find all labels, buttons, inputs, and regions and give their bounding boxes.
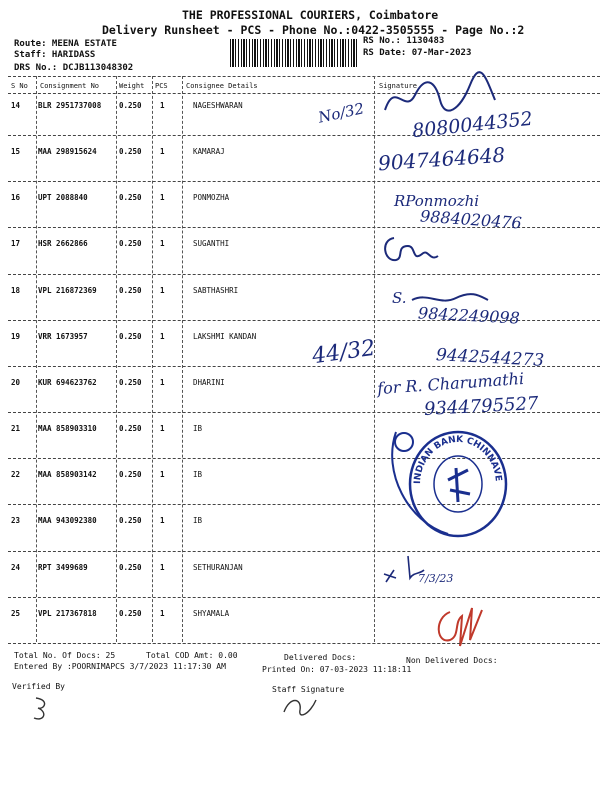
row-weight: 0.250 (119, 424, 142, 433)
row-sno: 18 (11, 286, 21, 295)
barcode (230, 39, 358, 67)
verified-by-label: Verified By (12, 682, 65, 691)
row-sno: 21 (11, 424, 21, 433)
row-weight: 0.250 (119, 332, 142, 341)
handwritten-phone: 9442544273 (435, 345, 545, 371)
row-separator (8, 458, 600, 459)
drs-number: DRS No.: DCJB113048302 (14, 63, 134, 73)
row-sno: 25 (11, 609, 21, 618)
handwritten-note: No/32 (316, 99, 366, 127)
company-title: THE PROFESSIONAL COURIERS, Coimbatore (182, 8, 439, 22)
signature-scribble (280, 692, 320, 722)
col-header-pcs: PCS (155, 82, 168, 90)
row-weight: 0.250 (119, 516, 142, 525)
row-consignment-no: RPT 3499689 (38, 563, 88, 572)
handwritten-name: RPonmozhi (394, 192, 480, 210)
row-sno: 20 (11, 378, 21, 387)
row-consignee: IB (193, 424, 203, 433)
row-consignee: SHYAMALA (193, 609, 230, 618)
row-consignee: SABTHASHRI (193, 286, 239, 295)
row-sno: 15 (11, 147, 21, 156)
row-separator (8, 135, 600, 136)
staff-signature-label: Staff Signature (272, 685, 345, 694)
column-divider (36, 76, 37, 642)
row-sno: 23 (11, 516, 21, 525)
row-consignee: IB (193, 516, 203, 525)
staff-label: Staff: HARIDASS (14, 50, 96, 60)
row-pcs: 1 (160, 470, 165, 479)
handwritten-phone: 9884020476 (419, 206, 523, 233)
row-consignment-no: MAA 298915624 (38, 147, 97, 156)
signature-scribble (382, 232, 442, 268)
handwritten-phone: 9842249098 (417, 303, 521, 328)
row-sno: 19 (11, 332, 21, 341)
row-pcs: 1 (160, 424, 165, 433)
row-consignment-no: MAA 858903310 (38, 424, 97, 433)
row-consignee: IB (193, 470, 203, 479)
row-pcs: 1 (160, 193, 165, 202)
row-consignment-no: BLR 2951737008 (38, 101, 102, 110)
row-consignment-no: MAA 858903142 (38, 470, 97, 479)
col-header-consignee: Consignee Details (186, 82, 258, 90)
row-pcs: 1 (160, 239, 165, 248)
row-pcs: 1 (160, 147, 165, 156)
handwritten-name: S. (392, 289, 407, 307)
col-header-signature: Signature (379, 82, 417, 90)
handwritten-date: 7/3/23 (418, 572, 454, 585)
row-consignee: SETHURANJAN (193, 563, 243, 572)
row-consignee: SUGANTHI (193, 239, 230, 248)
handwritten-phone: 9344795527 (423, 393, 540, 420)
row-separator (8, 504, 600, 505)
row-pcs: 1 (160, 378, 165, 387)
handwritten-phone: 9047464648 (377, 142, 506, 176)
column-divider (182, 76, 183, 642)
row-consignment-no: VPL 217367818 (38, 609, 97, 618)
row-sno: 16 (11, 193, 21, 202)
row-weight: 0.250 (119, 147, 142, 156)
stamp-text: INDIAN BANK CHINNAVEDAMPATTI (373, 415, 503, 485)
table-top-rule (8, 76, 600, 77)
row-consignment-no: KUR 694623762 (38, 378, 97, 387)
table-header-rule (8, 93, 600, 94)
col-header-consignment: Consignment No (40, 82, 100, 90)
row-pcs: 1 (160, 101, 165, 110)
row-pcs: 1 (160, 563, 165, 572)
row-pcs: 1 (160, 516, 165, 525)
row-sno: 24 (11, 563, 21, 572)
row-weight: 0.250 (119, 101, 142, 110)
row-consignee: NAGESHWARAN (193, 101, 243, 110)
row-consignee: DHARINI (193, 378, 225, 387)
total-docs: Total No. Of Docs: 25 (14, 651, 116, 660)
rs-date: RS Date: 07-Mar-2023 (363, 48, 472, 58)
column-divider (116, 76, 117, 642)
row-sno: 14 (11, 101, 21, 110)
row-weight: 0.250 (119, 378, 142, 387)
bank-stamp (373, 415, 508, 542)
row-separator (8, 181, 600, 182)
row-consignment-no: HSR 2662866 (38, 239, 88, 248)
row-consignee: KAMARAJ (193, 147, 225, 156)
row-consignment-no: MAA 943092380 (38, 516, 97, 525)
handwritten-note: 44/32 (310, 335, 377, 370)
row-weight: 0.250 (119, 239, 142, 248)
row-weight: 0.250 (119, 563, 142, 572)
handwritten-name: for R. Charumathi (376, 368, 525, 399)
row-separator (8, 551, 600, 552)
runsheet-subtitle: Delivery Runsheet - PCS - Phone No.:0422-3505555 - Page No.:2 (102, 23, 525, 37)
row-weight: 0.250 (119, 193, 142, 202)
col-header-sno: S No (11, 82, 28, 90)
rs-number: RS No.: 1130483 (363, 36, 445, 46)
non-delivered-docs: Non Delivered Docs: (406, 656, 498, 665)
row-consignment-no: VPL 216872369 (38, 286, 97, 295)
footer-rule (8, 643, 600, 644)
route-label: Route: MEENA ESTATE (14, 39, 117, 49)
row-weight: 0.250 (119, 470, 142, 479)
row-weight: 0.250 (119, 286, 142, 295)
handwritten-phone: 8080044352 (411, 107, 534, 143)
row-sno: 22 (11, 470, 21, 479)
row-sno: 17 (11, 239, 21, 248)
row-pcs: 1 (160, 286, 165, 295)
row-pcs: 1 (160, 332, 165, 341)
row-separator (8, 597, 600, 598)
col-header-weight: Weight (119, 82, 145, 90)
signature-scribble (30, 694, 60, 724)
column-divider (152, 76, 153, 642)
total-cod: Total COD Amt: 0.00 (146, 651, 238, 660)
printed-on: Printed On: 07-03-2023 11:18:11 (262, 665, 412, 674)
row-consignee: PONMOZHA (193, 193, 230, 202)
row-consignee: LAKSHMI KANDAN (193, 332, 257, 341)
row-weight: 0.250 (119, 609, 142, 618)
row-consignment-no: VRR 1673957 (38, 332, 88, 341)
row-consignment-no: UPT 2088840 (38, 193, 88, 202)
row-separator (8, 274, 600, 275)
delivered-docs: Delivered Docs: (284, 653, 357, 662)
entered-by: Entered By :POORNIMAPCS 3/7/2023 11:17:30 AM (14, 662, 226, 671)
row-pcs: 1 (160, 609, 165, 618)
